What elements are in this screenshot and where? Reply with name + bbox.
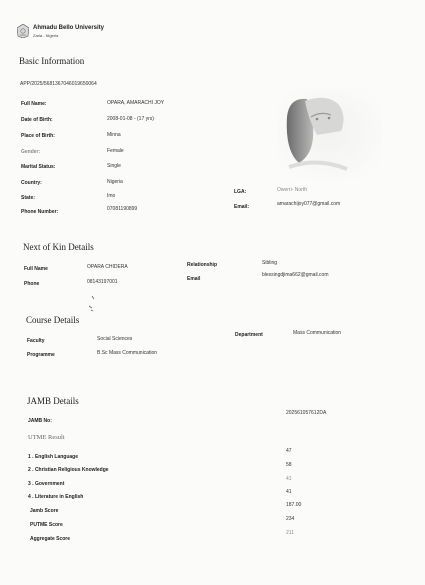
jamb-number-value: 202561057612DA	[286, 410, 327, 416]
putme-score-label: PUTME Score	[30, 522, 63, 528]
aggregate-score-label: Aggregate Score	[30, 536, 71, 542]
gender-value: Female	[107, 148, 124, 154]
subject-score: 47	[286, 448, 292, 454]
kin-email-label: Email	[187, 276, 201, 282]
state-value: Imo	[107, 193, 116, 199]
section-title-basic-information: Basic Information	[19, 56, 85, 66]
faculty-value: Social Sciences	[97, 336, 133, 342]
kin-full-name-value: OPARA CHIDERA	[87, 264, 128, 270]
subject-score: 41	[286, 476, 292, 482]
dob-label: Date of Birth:	[21, 117, 53, 123]
email-label: Email:	[234, 204, 250, 210]
section-title-course-details: Course Details	[26, 315, 80, 325]
kin-full-name-label: Full Name	[24, 266, 48, 272]
pob-label: Place of Birth:	[21, 133, 55, 139]
kin-phone-value: 08143197001	[87, 279, 118, 285]
kin-email-value: blessingdjima662@gmail.com	[262, 272, 329, 278]
state-label: State:	[21, 195, 35, 201]
passport-photo	[277, 87, 382, 179]
subject-score: 41	[286, 489, 292, 495]
country-label: Country:	[21, 180, 42, 186]
programme-label: Programme	[27, 352, 55, 358]
kin-relationship-label: Relationship	[187, 262, 218, 268]
application-number: APP/2025/5681367046019650064	[20, 81, 97, 87]
subject-name: 2 . Christian Religious Knowledge	[28, 467, 109, 473]
country-value: Nigeria	[107, 179, 123, 185]
kin-relationship-value: Sibling	[262, 260, 278, 266]
subject-name: 1 . English Language	[28, 454, 79, 460]
putme-score-value: 234	[286, 516, 295, 522]
university-location: Zaria - Nigeria	[33, 33, 59, 38]
dob-value: 2008-01-08 - (17 yrs)	[107, 116, 154, 122]
university-crest-icon	[17, 24, 29, 38]
utme-result-title: UTME Result	[28, 434, 65, 441]
gender-label: Gender:	[21, 149, 41, 155]
pen-mark-scribble	[86, 294, 100, 312]
section-title-next-of-kin: Next of Kin Details	[23, 242, 94, 252]
aggregate-score-value: 211	[286, 530, 294, 536]
programme-value: B.Sc Mass Communication	[97, 350, 158, 356]
full-name-label: Full Name:	[21, 101, 47, 107]
phone-number-value: 07081190899	[107, 206, 138, 212]
jamb-number-label: JAMB No:	[28, 418, 52, 424]
pob-value: Minna	[107, 132, 121, 138]
section-title-jamb-details: JAMB Details	[27, 396, 79, 406]
kin-phone-label: Phone	[24, 281, 40, 287]
jamb-score-label: Jamb Score	[30, 508, 59, 514]
department-label: Department	[235, 332, 263, 338]
subject-name: 4 . Literature in English	[28, 494, 84, 500]
jamb-score-value: 187.00	[286, 502, 302, 508]
faculty-label: Faculty	[27, 338, 45, 344]
email-value: amarachijoy077@gmail.com	[277, 201, 341, 207]
phone-number-label: Phone Number:	[21, 209, 59, 215]
department-value: Mass Communication	[293, 330, 342, 336]
subject-name: 3 . Government	[28, 481, 65, 487]
university-name: Ahmadu Bello University	[33, 25, 105, 31]
marital-status-label: Marital Status:	[21, 164, 56, 170]
subject-score: 58	[286, 462, 292, 468]
marital-status-value: Single	[107, 163, 121, 169]
lga-label: LGA:	[234, 189, 247, 195]
full-name-value: OPARA, AMARACHI JOY	[107, 100, 165, 106]
lga-value: Owerri- North	[277, 187, 308, 193]
